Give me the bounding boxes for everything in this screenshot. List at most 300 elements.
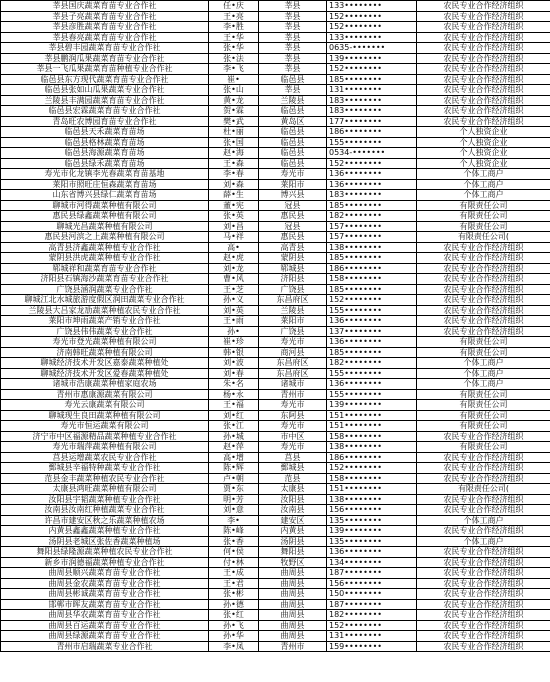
contact-cell: 孙• bbox=[209, 326, 259, 337]
county-cell: 临邑县 bbox=[259, 106, 327, 117]
phone-cell: 150•••••••• bbox=[327, 589, 417, 600]
table-row bbox=[1, 400, 550, 411]
table-row bbox=[1, 53, 550, 64]
county-cell: 黄岛区 bbox=[259, 116, 327, 127]
contact-cell: 刘•昌 bbox=[209, 221, 259, 232]
entity-type-cell: 个人独资企业 bbox=[417, 127, 550, 138]
company-name-cell: 太康县鸿旺蔬菜种植有限公司 bbox=[1, 484, 209, 495]
company-name-cell: 莘县鹏润瓜果蔬菜育苗专业合作社 bbox=[1, 53, 209, 64]
phone-cell: 136•••••••• bbox=[327, 547, 417, 558]
table-row bbox=[1, 494, 550, 505]
phone-cell: 151•••••••• bbox=[327, 410, 417, 421]
company-name-cell: 新乡市润德福蔬菜种植专业合作社 bbox=[1, 557, 209, 568]
entity-type-cell: 农民专业合作经济组织 bbox=[417, 473, 550, 484]
county-cell: 青州市 bbox=[259, 389, 327, 400]
county-cell: 市中区 bbox=[259, 431, 327, 442]
phone-cell: 136•••••••• bbox=[327, 169, 417, 180]
county-cell: 曲周县 bbox=[259, 610, 327, 621]
company-name-cell: 青州市启瑞蔬菜专业合作社 bbox=[1, 641, 209, 652]
table-row bbox=[1, 95, 550, 106]
phone-cell: 151•••••••• bbox=[327, 421, 417, 432]
company-name-cell: 曲周县百运蔬菜育苗专业合作社 bbox=[1, 620, 209, 631]
table-row bbox=[1, 158, 550, 169]
county-cell: 高青县 bbox=[259, 242, 327, 253]
phone-cell: 186•••••••• bbox=[327, 127, 417, 138]
phone-cell: 186•••••••• bbox=[327, 263, 417, 274]
phone-cell: 182•••••••• bbox=[327, 610, 417, 621]
contact-cell: 付•林 bbox=[209, 557, 259, 568]
table-row bbox=[1, 599, 550, 610]
entity-type-cell: 农民专业合作经济组织 bbox=[417, 295, 550, 306]
company-name-cell: 广饶县伟伟蔬菜专业合作社 bbox=[1, 326, 209, 337]
table-row bbox=[1, 200, 550, 211]
entity-type-cell: 农民专业合作经济组织 bbox=[417, 242, 550, 253]
table-row bbox=[1, 284, 550, 295]
entity-type-cell: 农民专业合作经济组织 bbox=[417, 599, 550, 610]
phone-cell: 185•••••••• bbox=[327, 284, 417, 295]
company-name-cell: 莘县碧丰园蔬菜育苗专业合作社 bbox=[1, 43, 209, 54]
company-name-cell: 聊城市河得蔬菜种植有限公司 bbox=[1, 200, 209, 211]
company-name-cell: 曲周县顺兴蔬菜育苗专业合作社 bbox=[1, 568, 209, 579]
table-row bbox=[1, 452, 550, 463]
phone-cell: 158•••••••• bbox=[327, 274, 417, 285]
county-cell: 兰陵县 bbox=[259, 95, 327, 106]
contact-cell: 贾•东 bbox=[209, 484, 259, 495]
phone-cell: 131•••••••• bbox=[327, 631, 417, 642]
county-cell: 广饶县 bbox=[259, 284, 327, 295]
entity-type-cell: 个体工商户 bbox=[417, 190, 550, 201]
county-cell: 莒县 bbox=[259, 452, 327, 463]
entity-type-cell: 个体工商户 bbox=[417, 536, 550, 547]
phone-cell: 185•••••••• bbox=[327, 347, 417, 358]
phone-cell: 157•••••••• bbox=[327, 221, 417, 232]
county-cell: 莱阳市 bbox=[259, 179, 327, 190]
table-row bbox=[1, 274, 550, 285]
company-name-cell: 莘县春亮蔬菜育苗专业合作社 bbox=[1, 32, 209, 43]
contact-cell: 刘•春 bbox=[209, 368, 259, 379]
company-name-cell: 寿光市恒运蔬菜有限公司 bbox=[1, 421, 209, 432]
county-cell: 冠县 bbox=[259, 200, 327, 211]
table-row bbox=[1, 43, 550, 54]
company-name-cell: 莱阳市照旺庄恒森蔬菜育苗场 bbox=[1, 179, 209, 190]
entity-type-cell: 有限责任公司 bbox=[417, 421, 550, 432]
entity-type-cell: 个体工商户 bbox=[417, 358, 550, 369]
phone-cell: 131•••••••• bbox=[327, 85, 417, 96]
county-cell: 曲周县 bbox=[259, 578, 327, 589]
county-cell: 曲周县 bbox=[259, 568, 327, 579]
contact-cell: 贺•霖 bbox=[209, 106, 259, 117]
table-row bbox=[1, 74, 550, 85]
entity-type-cell: 农民专业合作经济组织 bbox=[417, 85, 550, 96]
entity-type-cell: 农民专业合作经济组织 bbox=[417, 568, 550, 579]
company-name-cell: 青岛旺农博园育苗专业合作社 bbox=[1, 116, 209, 127]
entity-type-cell: 个人独资企业 bbox=[417, 158, 550, 169]
phone-cell: 155•••••••• bbox=[327, 368, 417, 379]
company-name-cell: 寿光市瑞萍蔬菜种植有限公司 bbox=[1, 442, 209, 453]
county-cell: 汤阴县 bbox=[259, 536, 327, 547]
entity-type-cell: 个体工商户 bbox=[417, 368, 550, 379]
phone-cell: 138•••••••• bbox=[327, 242, 417, 253]
county-cell: 曲周县 bbox=[259, 620, 327, 631]
company-name-cell: 临邑县张如山瓜果蔬菜专业合作社 bbox=[1, 85, 209, 96]
contact-cell: 杜•丽 bbox=[209, 127, 259, 138]
entity-type-cell: 农民专业合作经济组织 bbox=[417, 610, 550, 621]
phone-cell: 152•••••••• bbox=[327, 22, 417, 33]
table-row bbox=[1, 85, 550, 96]
entity-type-cell: 农民专业合作经济组织 bbox=[417, 620, 550, 631]
contact-cell: 高•增 bbox=[209, 452, 259, 463]
table-row bbox=[1, 295, 550, 306]
company-name-cell: 济宁市中区福源精品蔬菜种植专业合作社 bbox=[1, 431, 209, 442]
county-cell: 蒙阴县 bbox=[259, 253, 327, 264]
company-name-cell: 诸城市浩康蔬菜种植家庭农场 bbox=[1, 379, 209, 390]
entity-type-cell: 有限责任公司( bbox=[417, 232, 550, 243]
entity-type-cell: 个体工商户 bbox=[417, 179, 550, 190]
county-cell: 惠民县 bbox=[259, 211, 327, 222]
entity-type-cell: 农民专业合作经济组织 bbox=[417, 589, 550, 600]
county-cell: 范县 bbox=[259, 473, 327, 484]
entity-type-cell: 农民专业合作经济组织 bbox=[417, 452, 550, 463]
table-row bbox=[1, 22, 550, 33]
contact-cell: 张•红 bbox=[209, 610, 259, 621]
company-name-cell: 惠民县绿鑫蔬菜种植有限公司 bbox=[1, 211, 209, 222]
county-cell: 太康县 bbox=[259, 484, 327, 495]
entity-type-cell: 农民专业合作经济组织 bbox=[417, 631, 550, 642]
company-name-cell: 寿光云康蔬菜有限公司 bbox=[1, 400, 209, 411]
contact-cell: 孙•义 bbox=[209, 295, 259, 306]
phone-cell: 138•••••••• bbox=[327, 442, 417, 453]
company-name-cell: 曲周县彬诚蔬菜育苗专业合作社 bbox=[1, 589, 209, 600]
entity-type-cell: 农民专业合作经济组织 bbox=[417, 53, 550, 64]
contact-cell: 王•福 bbox=[209, 400, 259, 411]
county-cell: 汝南县 bbox=[259, 505, 327, 516]
entity-type-cell: 有限责任公司 bbox=[417, 337, 550, 348]
table-row bbox=[1, 557, 550, 568]
entity-type-cell: 个人独资企业 bbox=[417, 137, 550, 148]
phone-cell: 183•••••••• bbox=[327, 190, 417, 201]
entity-type-cell: 农民专业合作经济组织 bbox=[417, 641, 550, 652]
table-row bbox=[1, 620, 550, 631]
phone-cell: 136•••••••• bbox=[327, 337, 417, 348]
company-name-cell: 邯郸市晖友蔬菜育苗专业合作社 bbox=[1, 599, 209, 610]
contact-cell: 张•英 bbox=[209, 211, 259, 222]
county-cell: 莱阳市 bbox=[259, 316, 327, 327]
county-cell: 东阿县 bbox=[259, 410, 327, 421]
county-cell: 惠民县 bbox=[259, 232, 327, 243]
company-name-cell: 内黄县鑫鑫蔬菜种植专业合作社 bbox=[1, 526, 209, 537]
table-row bbox=[1, 253, 550, 264]
phone-cell: 136•••••••• bbox=[327, 379, 417, 390]
contact-cell: 孙•华 bbox=[209, 631, 259, 642]
entity-type-cell: 农民专业合作经济组织 bbox=[417, 494, 550, 505]
company-name-cell: 山东省博兴县绿仁蔬菜育苗场 bbox=[1, 190, 209, 201]
contact-cell: 陈•辉 bbox=[209, 463, 259, 474]
county-cell: 曲周县 bbox=[259, 589, 327, 600]
county-cell: 寿光市 bbox=[259, 442, 327, 453]
table-row bbox=[1, 442, 550, 453]
county-cell: 广饶县 bbox=[259, 326, 327, 337]
company-name-cell: 寿光市登光蔬菜种植有限公司 bbox=[1, 337, 209, 348]
phone-cell: 152•••••••• bbox=[327, 11, 417, 22]
county-cell: 兰陵县 bbox=[259, 305, 327, 316]
phone-cell: 187•••••••• bbox=[327, 599, 417, 610]
table-row bbox=[1, 263, 550, 274]
company-name-cell: 兰陵县大吕家龙劢蔬菜种植农民专业合作社 bbox=[1, 305, 209, 316]
contact-cell: 张•香 bbox=[209, 536, 259, 547]
table-row bbox=[1, 221, 550, 232]
phone-cell: 137•••••••• bbox=[327, 326, 417, 337]
table-row bbox=[1, 379, 550, 390]
company-name-cell: 惠民县河滨之上蔬菜种植有限公司 bbox=[1, 232, 209, 243]
company-name-cell: 临邑县东方现代蔬菜育苗专业合作社 bbox=[1, 74, 209, 85]
county-cell: 临邑县 bbox=[259, 137, 327, 148]
company-name-cell: 济南韩旺蔬菜种植有限公司 bbox=[1, 347, 209, 358]
table-row bbox=[1, 326, 550, 337]
entity-type-cell: 有限责任公司 bbox=[417, 410, 550, 421]
table-row bbox=[1, 431, 550, 442]
county-cell: 舞阳县 bbox=[259, 547, 327, 558]
company-name-cell: 临邑县格林蔬菜育苗场 bbox=[1, 137, 209, 148]
county-cell: 莘县 bbox=[259, 1, 327, 12]
table-row bbox=[1, 242, 550, 253]
entity-type-cell: 有限责任公司 bbox=[417, 200, 550, 211]
contact-cell: 王•芝 bbox=[209, 284, 259, 295]
company-name-cell: 高青县济鑫蔬菜种植专业合作社 bbox=[1, 242, 209, 253]
contact-cell: 王•亮 bbox=[209, 11, 259, 22]
company-name-cell: 曲周县金农蔬菜育苗专业合作社 bbox=[1, 578, 209, 589]
phone-cell: 152•••••••• bbox=[327, 620, 417, 631]
contact-cell: 杨•永 bbox=[209, 389, 259, 400]
contact-cell: 张•国 bbox=[209, 137, 259, 148]
contact-cell: 李•凤 bbox=[209, 641, 259, 652]
phone-cell: 151•••••••• bbox=[327, 484, 417, 495]
contact-cell: 张•彬 bbox=[209, 589, 259, 600]
county-cell: 寿光市 bbox=[259, 421, 327, 432]
contact-cell: 赵•虎 bbox=[209, 253, 259, 264]
contact-cell: 明•芳 bbox=[209, 494, 259, 505]
table-row bbox=[1, 631, 550, 642]
contact-cell: 樊•武 bbox=[209, 116, 259, 127]
entity-type-cell: 农民专业合作经济组织 bbox=[417, 95, 550, 106]
contact-cell: 高• bbox=[209, 242, 259, 253]
phone-cell: 186•••••••• bbox=[327, 452, 417, 463]
county-cell: 寿光市 bbox=[259, 337, 327, 348]
table-row bbox=[1, 526, 550, 537]
table-row bbox=[1, 32, 550, 43]
phone-cell: 157•••••••• bbox=[327, 232, 417, 243]
entity-type-cell: 有限责任公司 bbox=[417, 211, 550, 222]
company-name-cell: 鄄城县辛福特种蔬菜专业合作社 bbox=[1, 463, 209, 474]
entity-type-cell: 个体工商户 bbox=[417, 169, 550, 180]
company-name-cell: 聊城经济技术开发区嘉泰蔬菜种植处 bbox=[1, 358, 209, 369]
entity-type-cell: 农民专业合作经济组织 bbox=[417, 505, 550, 516]
contact-cell: 薛•生 bbox=[209, 190, 259, 201]
table-row bbox=[1, 421, 550, 432]
entity-type-cell: 农民专业合作经济组织 bbox=[417, 22, 550, 33]
phone-cell: 185•••••••• bbox=[327, 200, 417, 211]
contact-cell: 赵•海 bbox=[209, 148, 259, 159]
contact-cell: 张•江 bbox=[209, 421, 259, 432]
phone-cell: 158•••••••• bbox=[327, 431, 417, 442]
entity-type-cell: 农民专业合作经济组织 bbox=[417, 32, 550, 43]
county-cell: 东昌府区 bbox=[259, 358, 327, 369]
county-cell: 临邑县 bbox=[259, 74, 327, 85]
phone-cell: 138•••••••• bbox=[327, 494, 417, 505]
contact-cell: 卢•朝 bbox=[209, 473, 259, 484]
county-cell: 莘县 bbox=[259, 22, 327, 33]
contact-cell: 任•庆 bbox=[209, 1, 259, 12]
table-row bbox=[1, 641, 550, 652]
phone-cell: 0534-••••••• bbox=[327, 148, 417, 159]
county-cell: 冠县 bbox=[259, 221, 327, 232]
entity-type-cell: 个体工商户 bbox=[417, 515, 550, 526]
table-row bbox=[1, 179, 550, 190]
contact-cell: 李•胜 bbox=[209, 22, 259, 33]
entity-type-cell: 农民专业合作经济组织 bbox=[417, 578, 550, 589]
contact-cell: 王•成 bbox=[209, 568, 259, 579]
contact-cell: 何•侯 bbox=[209, 547, 259, 558]
phone-cell: 136•••••••• bbox=[327, 316, 417, 327]
company-name-cell: 许昌市建安区秋之乐蔬菜种植农场 bbox=[1, 515, 209, 526]
contact-cell: 刘•龙 bbox=[209, 263, 259, 274]
entity-type-cell: 有限责任公司 bbox=[417, 221, 550, 232]
table-row bbox=[1, 232, 550, 243]
contact-cell: 王•森 bbox=[209, 158, 259, 169]
contact-cell: 刘•意 bbox=[209, 505, 259, 516]
contact-cell: 韩•银 bbox=[209, 347, 259, 358]
contact-cell: 崔•珍 bbox=[209, 337, 259, 348]
contact-cell: 张•华 bbox=[209, 43, 259, 54]
county-cell: 东昌府区 bbox=[259, 295, 327, 306]
phone-cell: 185•••••••• bbox=[327, 74, 417, 85]
phone-cell: 156•••••••• bbox=[327, 505, 417, 516]
company-name-cell: 聊城现生良田蔬菜种植有限公司 bbox=[1, 410, 209, 421]
table-row bbox=[1, 190, 550, 201]
company-name-cell: 济阳县石镇海沙蔬菜育苗专业合作社 bbox=[1, 274, 209, 285]
entity-type-cell: 有限责任公司 bbox=[417, 347, 550, 358]
company-name-cell: 蒙阴县洪虎蔬菜种植专业合作社 bbox=[1, 253, 209, 264]
entity-type-cell: 农民专业合作经济组织 bbox=[417, 43, 550, 54]
phone-cell: 133•••••••• bbox=[327, 1, 417, 12]
company-name-cell: 汝阳县宇韬蔬菜种植专业合作社 bbox=[1, 494, 209, 505]
entity-type-cell: 个人独资企业 bbox=[417, 148, 550, 159]
phone-cell: 139•••••••• bbox=[327, 526, 417, 537]
contact-cell: 马•祥 bbox=[209, 232, 259, 243]
county-cell: 莘县 bbox=[259, 64, 327, 75]
table-row bbox=[1, 337, 550, 348]
table-row bbox=[1, 410, 550, 421]
table-row bbox=[1, 589, 550, 600]
entity-type-cell: 有限责任公司( bbox=[417, 484, 550, 495]
contact-cell: 王•雨 bbox=[209, 316, 259, 327]
entity-type-cell: 农民专业合作经济组织 bbox=[417, 284, 550, 295]
county-cell: 曲周县 bbox=[259, 631, 327, 642]
phone-cell: 155•••••••• bbox=[327, 137, 417, 148]
phone-cell: 152•••••••• bbox=[327, 158, 417, 169]
company-name-cell: 广饶县涵润蔬菜专业合作社 bbox=[1, 284, 209, 295]
entity-type-cell: 农民专业合作经济组织 bbox=[417, 547, 550, 558]
county-cell: 博兴县 bbox=[259, 190, 327, 201]
company-name-cell: 聊城经济技术开发区爱春蔬菜种植处 bbox=[1, 368, 209, 379]
county-cell: 莘县 bbox=[259, 11, 327, 22]
contact-cell: 赵•萍 bbox=[209, 442, 259, 453]
company-name-cell: 莒县运增蔬菜农民专业合作社 bbox=[1, 452, 209, 463]
county-cell: 莘县 bbox=[259, 53, 327, 64]
table-row bbox=[1, 64, 550, 75]
entity-type-cell: 农民专业合作经济组织 bbox=[417, 557, 550, 568]
entity-type-cell: 有限责任公司 bbox=[417, 442, 550, 453]
phone-cell: 0635-••••••• bbox=[327, 43, 417, 54]
entity-type-cell: 农民专业合作经济组织 bbox=[417, 253, 550, 264]
contact-cell: 刘•波 bbox=[209, 358, 259, 369]
county-cell: 郓城县 bbox=[259, 263, 327, 274]
county-cell: 内黄县 bbox=[259, 526, 327, 537]
contact-cell: 陈•峰 bbox=[209, 526, 259, 537]
table-body bbox=[1, 1, 550, 652]
entity-type-cell: 农民专业合作经济组织 bbox=[417, 106, 550, 117]
company-name-cell: 舞阳县绿隆源蔬菜种植农民专业合作社 bbox=[1, 547, 209, 558]
company-name-cell: 聊城江北水城旅游度假区润田蔬菜专业合作社 bbox=[1, 295, 209, 306]
entity-type-cell: 农民专业合作经济组织 bbox=[417, 526, 550, 537]
phone-cell: 183•••••••• bbox=[327, 106, 417, 117]
company-name-cell: 寿光市化龙镇李光春蔬菜育苗基地 bbox=[1, 169, 209, 180]
phone-cell: 152•••••••• bbox=[327, 295, 417, 306]
entity-type-cell: 农民专业合作经济组织 bbox=[417, 316, 550, 327]
table-row bbox=[1, 358, 550, 369]
entity-type-cell: 农民专业合作经济组织 bbox=[417, 305, 550, 316]
table-row bbox=[1, 211, 550, 222]
county-cell: 济阳县 bbox=[259, 274, 327, 285]
entity-type-cell: 农民专业合作经济组织 bbox=[417, 463, 550, 474]
table-row bbox=[1, 473, 550, 484]
entity-type-cell: 农民专业合作经济组织 bbox=[417, 263, 550, 274]
county-cell: 莘县 bbox=[259, 85, 327, 96]
county-cell: 商河县 bbox=[259, 347, 327, 358]
entity-type-cell: 农民专业合作经济组织 bbox=[417, 1, 550, 12]
county-cell: 鄄城县 bbox=[259, 463, 327, 474]
phone-cell: 155•••••••• bbox=[327, 389, 417, 400]
table-row bbox=[1, 568, 550, 579]
table-row bbox=[1, 536, 550, 547]
county-cell: 临邑县 bbox=[259, 148, 327, 159]
phone-cell: 158•••••••• bbox=[327, 473, 417, 484]
table-row bbox=[1, 610, 550, 621]
contact-cell: 孙•飞 bbox=[209, 620, 259, 631]
company-name-cell: 临邑县绿禾蔬菜育苗场 bbox=[1, 158, 209, 169]
entity-type-cell: 农民专业合作经济组织 bbox=[417, 64, 550, 75]
table-row bbox=[1, 578, 550, 589]
contact-cell: 董•宪 bbox=[209, 200, 259, 211]
table-row bbox=[1, 547, 550, 558]
phone-cell: 152•••••••• bbox=[327, 463, 417, 474]
county-cell: 诸城市 bbox=[259, 379, 327, 390]
phone-cell: 135•••••••• bbox=[327, 515, 417, 526]
table-row bbox=[1, 137, 550, 148]
entity-type-cell: 个体工商户 bbox=[417, 379, 550, 390]
county-cell: 寿光市 bbox=[259, 169, 327, 180]
county-cell: 莘县 bbox=[259, 32, 327, 43]
phone-cell: 133•••••••• bbox=[327, 32, 417, 43]
phone-cell: 152•••••••• bbox=[327, 64, 417, 75]
contact-cell: 曹•风 bbox=[209, 274, 259, 285]
entity-type-cell: 农民专业合作经济组织 bbox=[417, 74, 550, 85]
contact-cell: 李•飞 bbox=[209, 64, 259, 75]
company-name-cell: 范县金丰蔬菜种植农民专业合作社 bbox=[1, 473, 209, 484]
phone-cell: 156•••••••• bbox=[327, 578, 417, 589]
contact-cell: 孙•德 bbox=[209, 599, 259, 610]
table-row bbox=[1, 463, 550, 474]
contact-cell: 黄•龙 bbox=[209, 95, 259, 106]
